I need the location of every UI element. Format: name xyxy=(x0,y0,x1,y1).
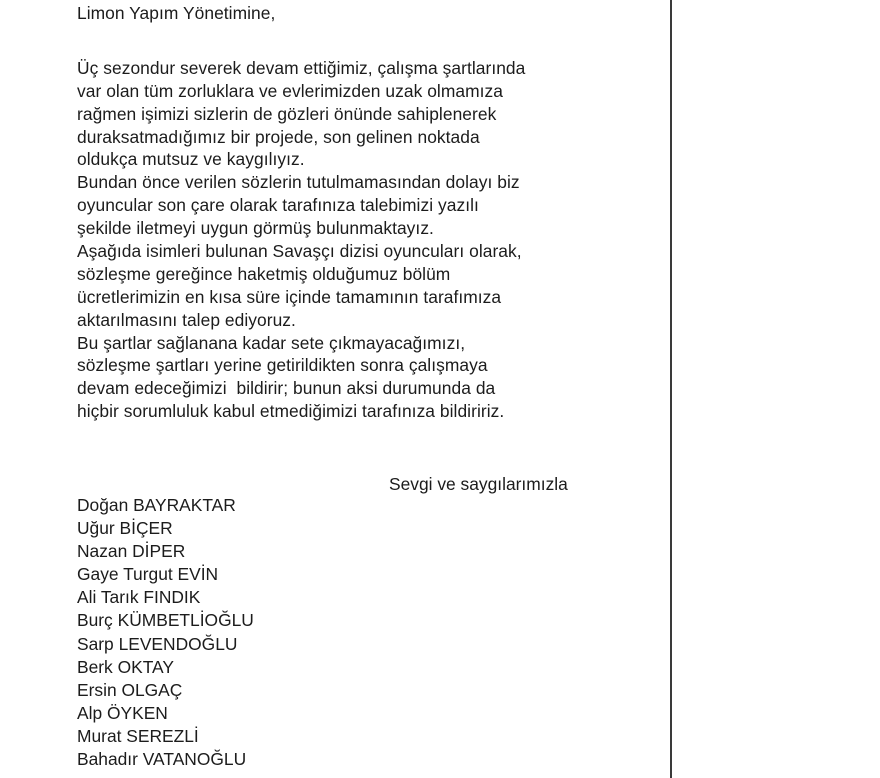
body-line: şekilde iletmeyi uygun görmüş bulunmaktayız. xyxy=(77,218,434,239)
signatory-name: Sarp LEVENDOĞLU xyxy=(77,633,238,654)
body-line: duraksatmadığımız bir projede, son gelinen noktada xyxy=(77,126,480,147)
signatory-name: Doğan BAYRAKTAR xyxy=(77,495,236,515)
page-edge-divider xyxy=(670,0,672,778)
signatory-name: Uğur BİÇER xyxy=(77,518,173,539)
signatory-name: Murat SEREZLİ xyxy=(77,725,199,746)
body-line: Üç sezondur severek devam ettiğimiz, çalışma şartlarında xyxy=(77,57,526,78)
body-line: oyuncular son çare olarak tarafınıza talebimizi yazılı xyxy=(77,195,479,216)
signatory-name: Ali Tarık FINDIK xyxy=(77,587,201,608)
body-line: ücretlerimizin en kısa süre içinde tamamının tarafımıza xyxy=(77,286,502,307)
letter-greeting: Limon Yapım Yönetimine, xyxy=(77,3,276,23)
body-line: var olan tüm zorluklara ve evlerimizden uzak olmamıza xyxy=(77,80,503,101)
body-line: aktarılmasını talep ediyoruz. xyxy=(77,309,296,330)
body-line: Bundan önce verilen sözlerin tutulmamasından dolayı biz xyxy=(77,172,520,193)
signatory-name: Burç KÜMBETLİOĞLU xyxy=(77,610,254,631)
signatory-name: Gaye Turgut EVİN xyxy=(77,564,219,585)
body-line: devam edeceğimizi bildirir; bunun aksi durumunda da xyxy=(77,378,496,399)
body-line: oldukça mutsuz ve kaygılıyız. xyxy=(77,149,305,170)
body-line: Bu şartlar sağlanana kadar sete çıkmayacağımızı, xyxy=(77,332,466,353)
signatory-name: Alp ÖYKEN xyxy=(77,702,168,723)
letter-closing: Sevgi ve saygılarımızla xyxy=(389,474,568,494)
body-line: sözleşme şartları yerine getirildikten sonra çalışmaya xyxy=(77,355,488,376)
body-line: sözleşme gereğince haketmiş olduğumuz bölüm xyxy=(77,263,451,284)
signatory-name: Ersin OLGAÇ xyxy=(77,679,183,700)
body-line: Aşağıda isimleri bulunan Savaşçı dizisi oyuncuları olarak, xyxy=(77,241,522,262)
signatory-name: Nazan DİPER xyxy=(77,541,186,562)
signatory-list xyxy=(77,494,254,771)
letter-text xyxy=(77,2,657,423)
body-line: hiçbir sorumluluk kabul etmediğimizi tarafınıza bildiririz. xyxy=(77,401,505,422)
signatory-name: Berk OKTAY xyxy=(77,656,174,677)
body-line: rağmen işimizi sizlerin de gözleri önünde sahiplenerek xyxy=(77,103,497,124)
letter-body xyxy=(77,57,657,423)
signatory-name: Bahadır VATANOĞLU xyxy=(77,749,247,770)
